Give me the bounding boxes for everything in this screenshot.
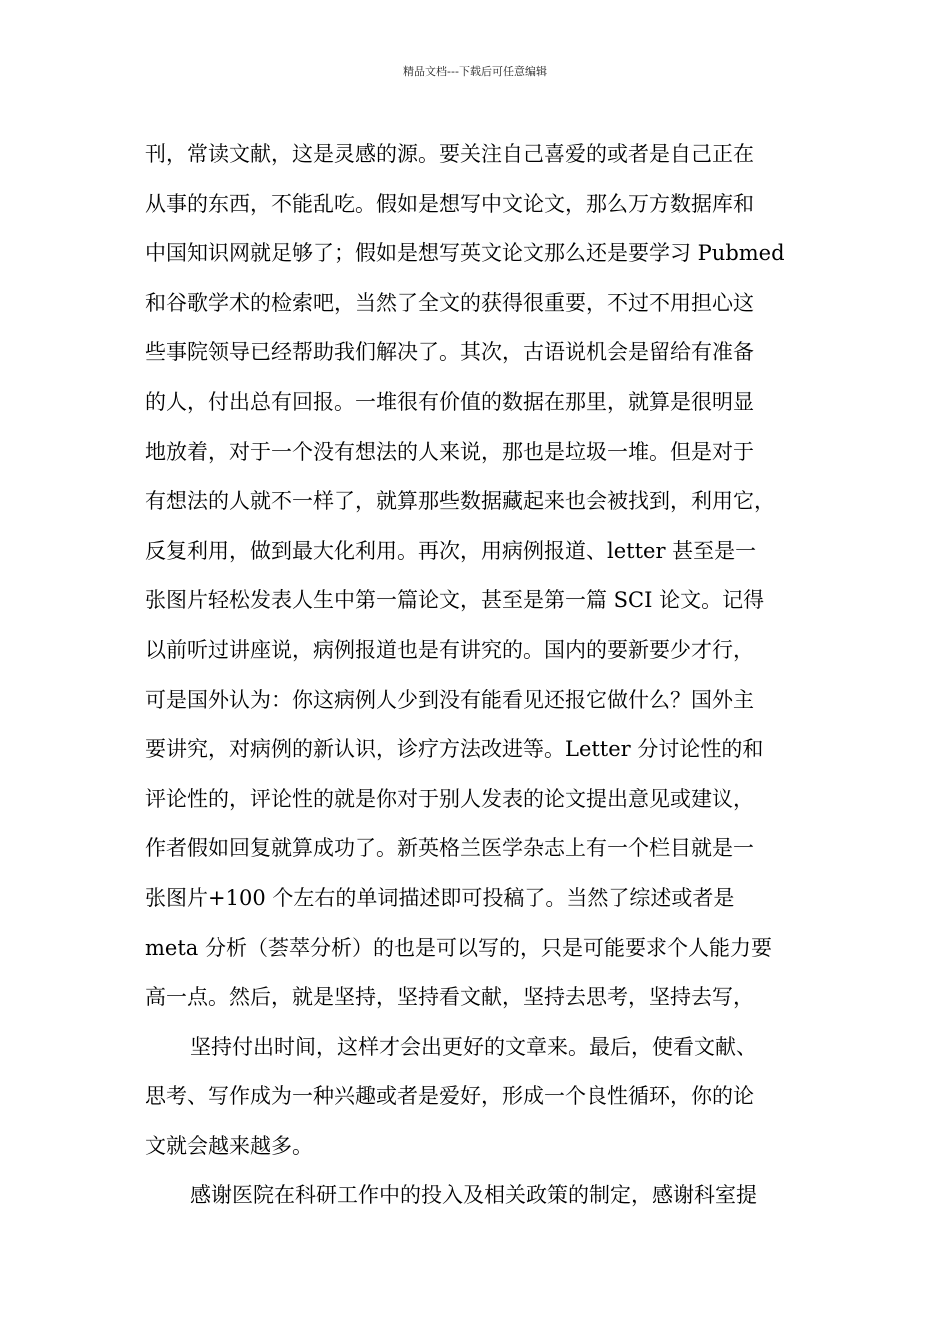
body-line: 以前听过讲座说，病例报道也是有讲究的。国内的要新要少才行， (145, 637, 754, 662)
body-line: 些事院领导已经帮助我们解决了。其次，古语说机会是留给有准备 (145, 340, 754, 365)
page-header: 精品文档---下载后可任意编辑 (403, 65, 547, 78)
body-line: 中国知识网就足够了；假如是想写英文论文那么还是要学习 Pubmed (145, 241, 785, 266)
body-line: meta 分析（荟萃分析）的也是可以写的，只是可能要求个人能力要 (145, 935, 772, 960)
body-line: 张图片+100 个左右的单词描述即可投稿了。当然了综述或者是 (145, 885, 735, 910)
body-line: 的人，付出总有回报。一堆很有价值的数据在那里，就算是很明显 (145, 389, 754, 414)
paragraph-start-line: 感谢医院在科研工作中的投入及相关政策的制定，感谢科室提 (190, 1183, 757, 1208)
paragraph-start-line: 坚持付出时间，这样才会出更好的文章来。最后，使看文献、 (190, 1034, 757, 1059)
body-line: 和谷歌学术的检索吧，当然了全文的获得很重要，不过不用担心这 (145, 290, 754, 315)
body-line: 思考、写作成为一种兴趣或者是爱好，形成一个良性循环，你的论 (145, 1084, 754, 1109)
body-line: 刊，常读文献，这是灵感的源。要关注自己喜爱的或者是自己正在 (145, 142, 754, 166)
body-line: 要讲究，对病例的新认识，诊疗方法改进等。Letter 分讨论性的和 (145, 737, 764, 762)
body-line: 有想法的人就不一样了，就算那些数据藏起来也会被找到，利用它， (145, 489, 775, 514)
body-line: 文就会越来越多。 (145, 1133, 313, 1158)
body-line: 从事的东西，不能乱吃。假如是想写中文论文，那么万方数据库和 (145, 191, 754, 216)
body-line: 高一点。然后，就是坚持，坚持看文献，坚持去思考，坚持去写， (145, 985, 754, 1010)
body-line: 地放着，对于一个没有想法的人来说，那也是垃圾一堆。但是对于 (145, 439, 754, 464)
body-line: 作者假如回复就算成功了。新英格兰医学杂志上有一个栏目就是一 (145, 836, 754, 861)
body-line: 可是国外认为：你这病例人少到没有能看见还报它做什么？国外主 (145, 687, 754, 712)
document-body (145, 130, 825, 1221)
body-line: 张图片轻松发表人生中第一篇论文，甚至是第一篇 SCI 论文。记得 (145, 588, 765, 613)
body-line: 反复利用，做到最大化利用。再次，用病例报道、letter 甚至是一 (145, 538, 757, 563)
body-line: 评论性的，评论性的就是你对于别人发表的论文提出意见或建议， (145, 786, 754, 811)
